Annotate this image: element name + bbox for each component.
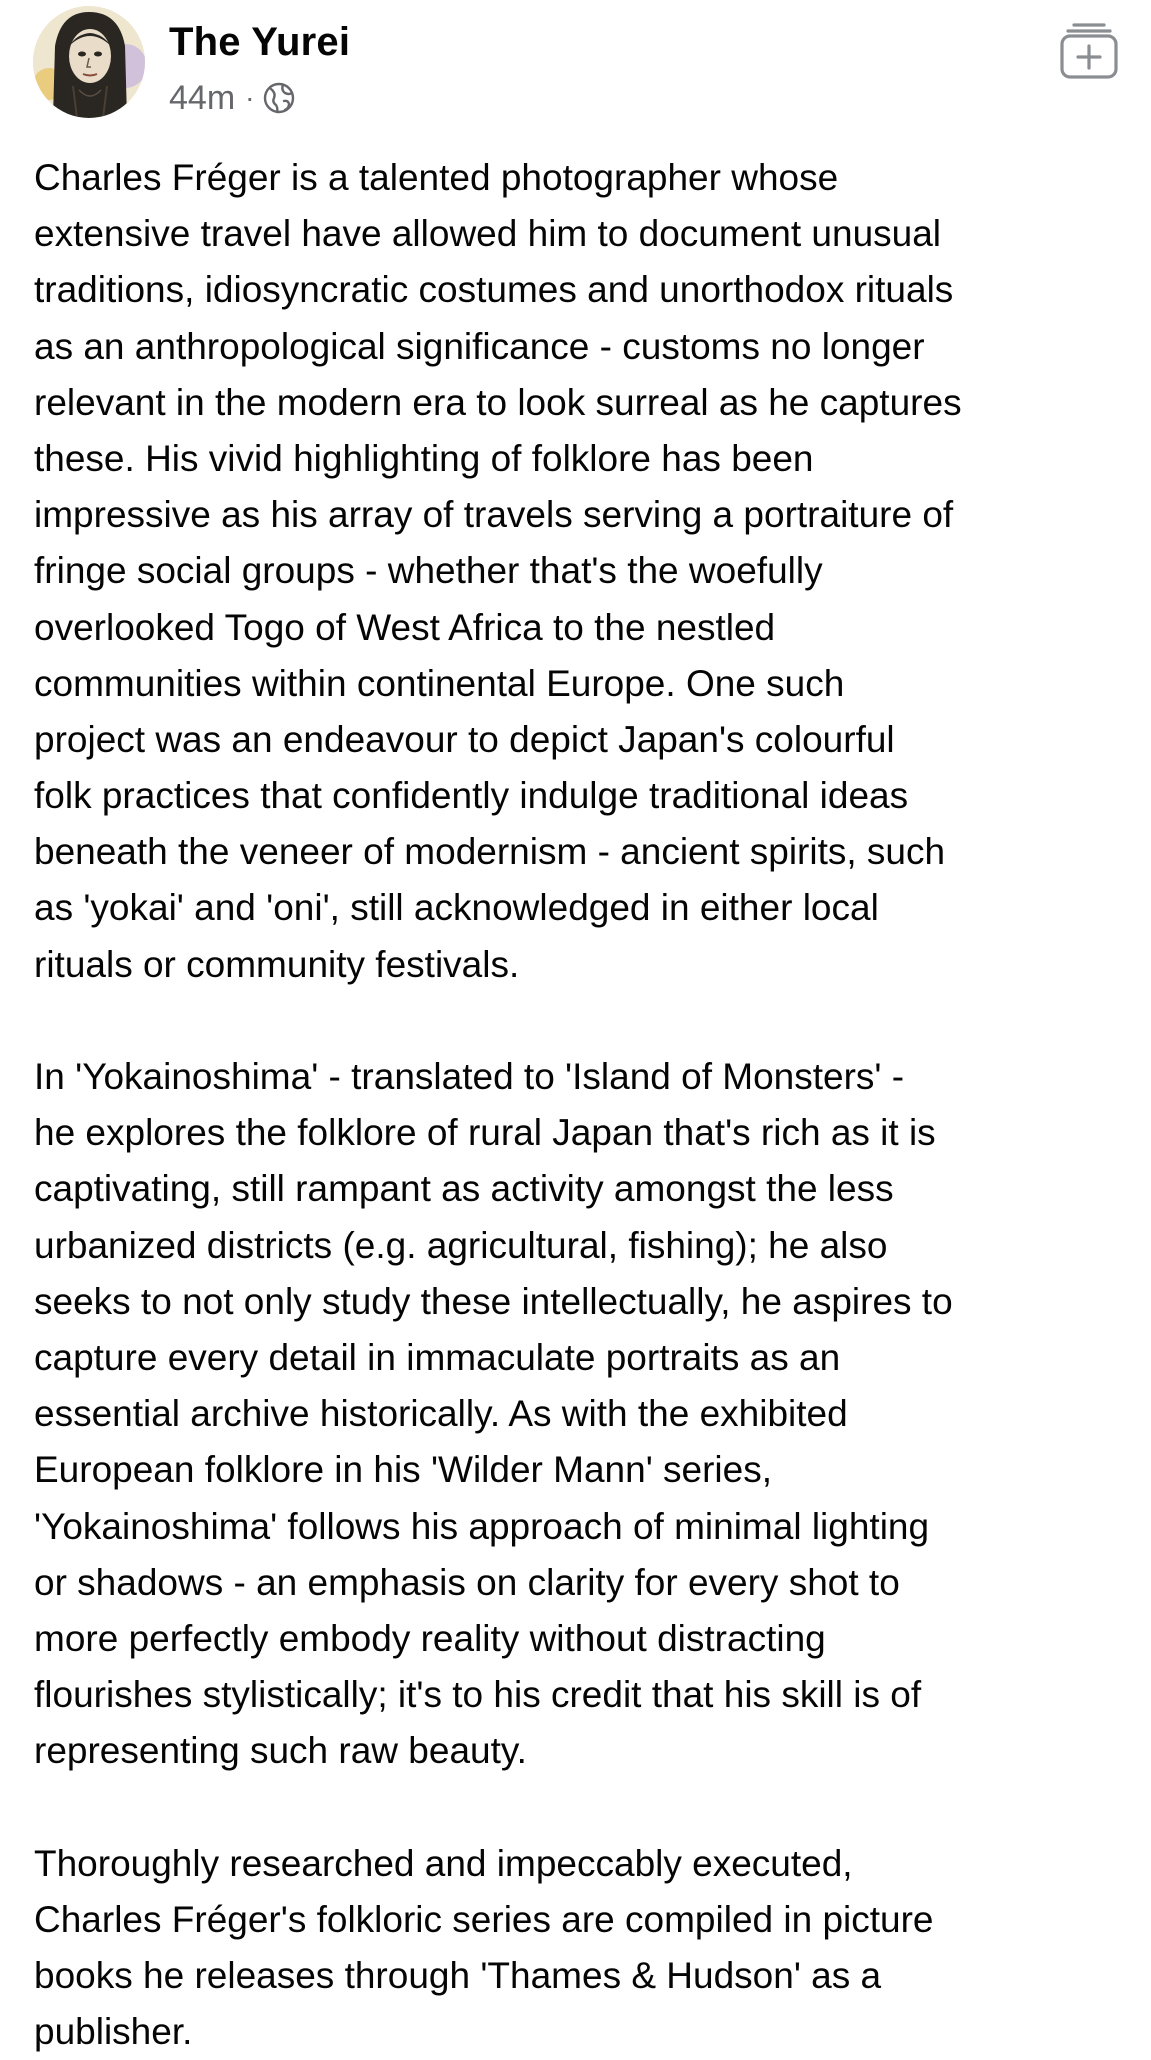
text-line: Charles Fréger is a talented photographer whose [34,157,839,198]
post-meta [169,76,296,120]
text-line: In 'Yokainoshima' - translated to 'Island of Monsters' - [34,1056,905,1097]
text-line: as an anthropological significance - customs no longer [34,325,925,367]
paragraph [34,1049,1134,1779]
text-line: flourishes stylistically; it's to his credit that his skill is of [34,1674,922,1716]
text-line: Thoroughly researched and impeccably executed, [34,1842,853,1884]
text-line: essential archive historically. As with the exhibited [34,1393,848,1435]
text-line: he explores the folklore of rural Japan that's rich as it is [34,1112,936,1154]
text-line: 'Yokainoshima' follows his approach of minimal lighting [34,1505,930,1547]
text-line: fringe social groups - whether that's the woefully [34,550,823,592]
paragraph-gap [34,993,1134,1049]
text-line: relevant in the modern era to look surreal as he captures [34,381,962,423]
paragraph-gap [34,1779,1134,1835]
text-line: urbanized districts (e.g. agricultural, fishing); he also [34,1224,888,1266]
text-line: or shadows - an emphasis on clarity for every shot to [34,1561,900,1603]
text-line: these. His vivid highlighting of folklore has been [34,437,814,479]
text-line: folk practices that confidently indulge traditional ideas [34,775,909,817]
text-line: beneath the veneer of modernism - ancient spirits, such [34,831,946,873]
add-to-collection-button[interactable] [1058,22,1120,80]
avatar-portrait-icon [33,6,145,118]
text-line: publisher. [34,2011,193,2053]
meta-separator: · [245,82,255,113]
text-line: Charles Fréger's folkloric series are compiled in picture [34,1898,934,1940]
post-time[interactable]: 44m [169,78,236,117]
text-line: as 'yokai' and 'oni', still acknowledged in either local [34,887,879,929]
add-to-collection-icon [1058,22,1120,80]
text-line: overlooked Togo of West Africa to the nestled [34,606,776,648]
post-text [34,150,1134,2060]
text-line: European folklore in his 'Wilder Mann' series, [34,1449,773,1491]
text-line: capture every detail in immaculate portraits as an [34,1336,841,1378]
text-line: communities within continental Europe. One such [34,662,845,704]
text-line: seeks to not only study these intellectually, he aspires to [34,1280,953,1322]
text-line: rituals or community festivals. [34,943,520,985]
paragraph [34,150,1134,993]
post-header [0,0,1151,130]
author-name[interactable]: The Yurei [169,20,351,64]
text-line: impressive as his array of travels serving a portraiture of [34,494,954,536]
globe-icon[interactable] [262,81,296,115]
text-line: representing such raw beauty. [34,1730,527,1772]
text-line: extensive travel have allowed him to document unusual [34,213,942,255]
avatar[interactable] [33,6,145,118]
text-line: captivating, still rampant as activity amongst the less [34,1168,894,1210]
paragraph [34,1836,1134,2060]
text-line: traditions, idiosyncratic costumes and unorthodox rituals [34,269,954,311]
text-line: more perfectly embody reality without distracting [34,1617,826,1659]
text-line: books he releases through 'Thames & Hudson' as a [34,1955,882,1996]
text-line: project was an endeavour to depict Japan's colourful [34,718,895,760]
